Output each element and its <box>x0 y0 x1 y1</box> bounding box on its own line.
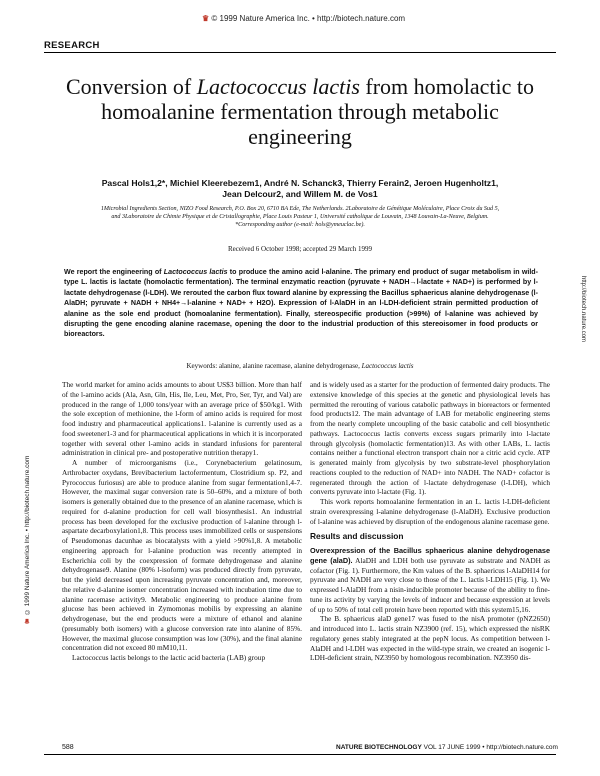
page-number: 588 <box>62 744 74 751</box>
author-line-2: Jean Delcour2, and Willem M. de Vos1 <box>222 189 378 199</box>
keywords-text: Keywords: alanine, alanine racemase, alanine dehydrogenase, <box>186 362 362 370</box>
left-column <box>62 380 302 663</box>
paragraph: and is widely used as a starter for the production of fermented dairy products. The extensive knowledge of this species at the genetic and physiological levels has permitted the rerouting of various catabolic pathways in bioreactors or fermented food products12. The main advantage of LAB for metabolic engineering stems from the nearly complete uncoupling of the basic catabolic and cell biosynthetic pathways. Lactococcus lactis converts excess sugars primarily into l-lactate through glycolysis (homolactic fermentation)13. As with other LABs, L. lactis contains neither a functional electron transport chain nor a citric acid cycle. ATP is generated mainly from glycolysis by two substrate-level phosphorylation reactions coupled to the reduction of NAD+ into NADH. The NAD+ cofactor is regenerated through the action of l-lactate dehydrogenase (l-LDH), which converts pyruvate into l-lactate (Fig. 1). <box>310 380 550 497</box>
abstract-pre: We report the engineering of <box>64 268 164 276</box>
author-list <box>60 178 540 200</box>
abstract-body: to produce the amino acid l-alanine. The primary end product of sugar metabolism in wild-type L. lactis is lactate (homolactic fermentation). The terminal enzymatic reaction (pyruvate + NADH→l-lactate + NAD+) is performed by l-lactate dehydrogenase (l-LDH). We rerouted the carbon flux toward alanine by expressing the Bacillus sphaericus alanine dehydrogenase (l-AlaDH; pyruvate + NADH + NH4+→l-alanine + NAD+ + H2O). Expression of l-AlaDH in an l-LDH-deficient strain permitted production of alanine as the sole end product (homoalanine fermentation). Finally, stereospecific production (>99%) of l-alanine was achieved by disrupting the gene encoding alanine racemase, opening the door to the industrial production of this stereoisomer in food products or bioreactors. <box>64 268 538 339</box>
title-pre: Conversion of <box>65 74 197 99</box>
title-post: from homolactic to homoalanine fermentation through metabolic engineering <box>101 74 535 149</box>
paragraph: A number of microorganisms (i.e., Corynebacterium gelatinosum, Arthrobacter oxydans, Brevibacterium lactofermentum, Clostridium sp. P2, and Pyrococcus furiosus) are able to produce alanine from sugar fermentation1,4-7. However, the maximal sugar conversion rate is 50–60%, and a mixture of both isomers is generally obtained due to the presence of an alanine racemase, which is required for d-alanine production for cell wall biosynthesis1. An industrial process has been developed for the exclusive production of l-alanine through l-aspartate decarboxylation1,8. This process uses immobilized cells or suspensions of Pseudomonas dacunhae as biocatalysts with a yield >90%1,8. A metabolic engineering approach for l-alanine production was recently attempted in Escherichia coli by the coexpression of formate dehydrogenase and alanine dehydrogenase9. Alanine (80% l-isoform) was produced directly from pyruvate, but the yield decreased upon increasing pyruvate concentration and, moreover, the relative d-alanine isomer concentration increased with incubation time due to alanine racemase activity9. Metabolic engineering to produce alanine from glucose has been achieved in Zymomonas mobilis by expressing an alanine dehydrogenase, but the end products were a mixture of ethanol and alanine (presumably both isomers) with a glucose conversion rate into alanine of 85%. However, the maximal glucose consumption was low (30%), and the final alanine concentration did not exceed 80 mM10,11. <box>62 458 302 653</box>
paragraph <box>310 546 550 614</box>
footer-rule <box>44 754 556 755</box>
received-date: Received 6 October 1998; accepted 29 March 1999 <box>227 245 373 253</box>
paragraph: This work reports homoalanine fermentation in an L. lactis l-LDH-deficient strain overexpressing l-alanine dehydrogenase (l-AlaDH). Exclusive production of l-alanine was achieved by disruption of the endogenous alanine racemase gene. <box>310 497 550 526</box>
affiliation-line-2: and 3Laboratoire de Chimie Physique et de Cristallographie, Place Louis Pasteur 1, Université catholique de Louvain, 1348 Louvain-La-Neuve, Belgium. <box>111 214 489 220</box>
watermark-text: © 1999 Nature America Inc. • http://biotech.nature.com <box>24 455 31 616</box>
paragraph: The world market for amino acids amounts to about US$3 billion. More than half of the l-amino acids (Ala, Asn, Gln, His, Ile, Leu, Met, Pro, Ser, Tyr, and Val) are produced in the range of 1,000 tons/year with an average price of $50/kg1. With the sole exception of methionine, the l-form of amino acids is required for most food industry and pharmaceutical applications1. l-alanine is currently used as a food sweetener1-3 and for pharmaceutical applications in which it is incorporated together with several other l-amino acids in standard infusions for parenteral administration in clinical pre- and postoperative nutrition therapy1. <box>62 380 302 458</box>
affiliation-line-1: 1Microbial Ingredients Section, NIZO Food Research, P.O. Box 20, 6710 BA Ede, The Netherlands. 2Laboratoire de Génétique Moléculaire, Place Croix du Sud 5, <box>100 206 500 212</box>
section-label: RESEARCH <box>44 40 100 51</box>
journal-name: NATURE BIOTECHNOLOGY <box>336 744 422 751</box>
keywords-organism: Lactococcus lactis <box>361 362 414 370</box>
paragraph-body: AlaDH and LDH both use pyruvate as substrate and NADH as cofactor (Fig. 1). Furthermore, the Km values of the B. sphaericus l-AlaDH14 for pyruvate and NADH are very close to those of the L. lactis l-LDH15 (Fig. 1). We expressed l-AlaDH from a nisin-inducible promoter because of the ability to fine-tune its activity by varying the levels of inducer and because expression at levels of up to 50% of total cell protein have been reported with this system15,16. <box>310 555 550 614</box>
corresponding-author: *Corresponding author (e-mail: hols@ymeuclac.be). <box>235 222 365 228</box>
nature-logo-icon: ♛ <box>24 617 31 625</box>
abstract-organism: Lactococcus lactis <box>163 268 228 276</box>
journal-issue: VOL 17 JUNE 1999 • http://biotech.nature.com <box>421 744 558 751</box>
paragraph: The B. sphaericus alaD gene17 was fused to the nisA promoter (pNZ2650) and introduced into L. lactis strain NZ3900 (ref. 15), which expressed the nisRK regulatory genes stably integrated at the pepN locus. As competition between l-AlaDH and l-LDH was expected in the wild-type strain, we created an isogenic l-LDH-deficient strain, NZ3950 by homologous recombination. NZ3950 dis- <box>310 614 550 663</box>
paragraph-lead: Overexpression of the Bacillus sphaericus alanine dehydrogenase gene (alaD). <box>310 546 550 565</box>
journal-footer <box>336 744 558 751</box>
author-line-1: Pascal Hols1,2*, Michiel Kleerebezem1, André N. Schanck3, Thierry Ferain2, Jeroen Hugenholtz1, <box>101 178 499 188</box>
left-margin-watermark <box>24 455 40 625</box>
nature-logo-icon: ♛ <box>202 14 210 23</box>
abstract <box>64 267 538 340</box>
right-margin-watermark: http://biotech.nature.com <box>580 276 586 343</box>
right-column <box>310 380 550 663</box>
title-organism: Lactococcus lactis <box>196 74 360 99</box>
affiliations <box>56 205 544 229</box>
section-heading: Results and discussion <box>310 531 404 542</box>
keywords <box>60 362 540 370</box>
header-rule <box>44 52 556 53</box>
running-header <box>202 14 405 23</box>
paragraph: Lactococcus lactis belongs to the lactic acid bacteria (LAB) group <box>72 653 266 662</box>
copyright-text: © 1999 Nature America Inc. • http://biotech.nature.com <box>211 14 406 23</box>
article-title <box>60 74 540 149</box>
